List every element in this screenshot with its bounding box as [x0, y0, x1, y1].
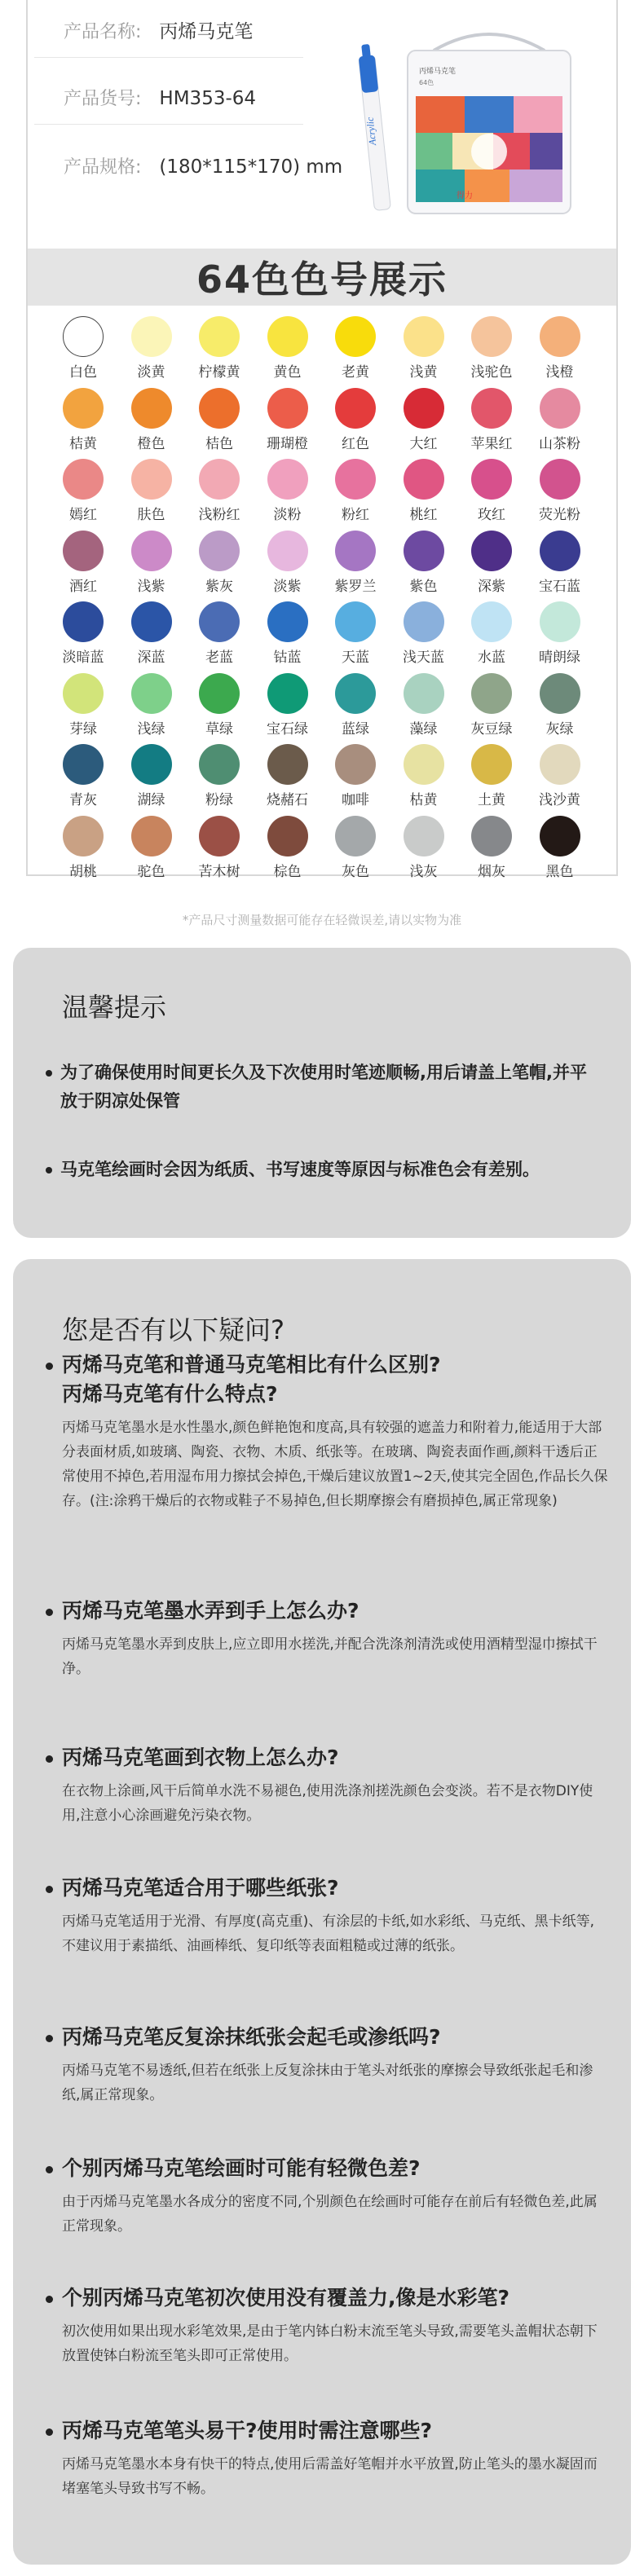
faq-question — [62, 2023, 608, 2052]
color-swatch — [540, 388, 580, 429]
color-swatch — [131, 388, 172, 429]
faq-question — [62, 2154, 608, 2183]
bullet-icon — [46, 1755, 53, 1763]
color-swatch-item — [459, 738, 524, 808]
color-name: 老蓝 — [205, 650, 233, 666]
color-name: 浅粉红 — [198, 507, 240, 523]
faq-question-line: 丙烯马克笔适合用于哪些纸张? — [62, 1876, 339, 1900]
color-swatch — [404, 673, 444, 714]
color-swatch-item — [527, 310, 593, 381]
spec-name-label: 产品名称: — [64, 22, 142, 42]
color-swatch-item — [459, 809, 524, 880]
color-swatch — [471, 744, 512, 785]
color-swatch-item — [391, 524, 457, 595]
color-swatch — [63, 388, 104, 429]
color-swatch — [471, 388, 512, 429]
color-swatch — [335, 601, 376, 642]
tip-item — [60, 1059, 598, 1116]
color-name: 灰绿 — [545, 720, 574, 738]
color-swatch-item — [51, 381, 116, 452]
color-swatch — [404, 459, 444, 500]
color-swatch-item — [391, 381, 457, 452]
color-name: 嫣红 — [69, 507, 97, 523]
color-swatch-item — [527, 595, 593, 666]
color-swatch — [471, 673, 512, 714]
color-name: 藻绿 — [409, 720, 438, 738]
color-swatch-item — [51, 738, 116, 808]
color-swatch-item — [323, 667, 388, 738]
color-swatch-item — [391, 667, 457, 738]
disclaimer-note: *产品尺寸测量数据可能存在轻微误差,请以实物为准 — [182, 913, 462, 927]
color-name: 淡紫 — [273, 578, 302, 595]
faq-answer: 丙烯马克笔不易透纸,但若在纸张上反复涂抹由于笔头对纸张的摩擦会导致纸张起毛和渗纸,属正常现象。 — [62, 2063, 593, 2103]
color-swatch-item — [323, 738, 388, 808]
color-name: 淡粉 — [273, 507, 302, 523]
color-swatch — [199, 531, 240, 571]
color-swatch-item — [187, 452, 252, 523]
color-name: 粉红 — [342, 507, 369, 523]
color-swatch-item — [51, 524, 116, 595]
color-name: 桔色 — [205, 435, 233, 452]
color-swatch — [267, 601, 308, 642]
color-swatch-item — [51, 595, 116, 666]
color-name: 珊瑚橙 — [267, 435, 308, 452]
color-swatch — [404, 531, 444, 571]
color-swatch-item — [255, 524, 320, 595]
color-name: 水蓝 — [478, 650, 505, 666]
color-swatch-item — [391, 452, 457, 523]
color-swatch — [131, 459, 172, 500]
color-swatch-item — [187, 809, 252, 880]
faq-question-line: 丙烯马克笔反复涂抹纸张会起毛或渗纸吗? — [62, 2025, 441, 2049]
color-swatch-item — [255, 809, 320, 880]
color-swatch — [63, 601, 104, 642]
color-name: 紫罗兰 — [334, 578, 377, 595]
bullet-icon — [46, 1363, 53, 1370]
color-swatch-item — [527, 452, 593, 523]
faq-item — [62, 1350, 608, 1513]
bullet-icon — [46, 2035, 53, 2042]
color-name: 芽绿 — [69, 720, 97, 738]
color-swatch-item — [323, 310, 388, 381]
color-swatch-item — [119, 667, 184, 738]
color-swatch-item — [459, 667, 524, 738]
color-swatch-item — [323, 452, 388, 523]
spec-size-value: (180*115*170) mm — [159, 156, 343, 178]
color-swatch-item — [391, 310, 457, 381]
color-swatch — [471, 816, 512, 856]
spec-sku-value: HM353-64 — [159, 88, 257, 109]
color-swatch — [540, 531, 580, 571]
bullet-icon — [46, 2428, 53, 2436]
color-swatch — [131, 601, 172, 642]
color-swatch — [267, 816, 308, 856]
color-name: 苹果红 — [470, 435, 513, 452]
faq-item — [62, 2023, 608, 2107]
color-swatch-item — [187, 310, 252, 381]
color-name: 浅沙黄 — [539, 792, 580, 808]
color-swatch — [540, 601, 580, 642]
color-swatch — [267, 744, 308, 785]
divider — [34, 57, 303, 58]
color-name: 湖绿 — [137, 792, 165, 808]
bullet-icon — [46, 1070, 52, 1077]
color-name: 粉绿 — [205, 792, 233, 808]
color-swatch-item — [459, 595, 524, 666]
faq-item — [62, 2416, 608, 2501]
color-swatch-item — [255, 381, 320, 452]
tips-title: 温馨提示 — [62, 992, 167, 1023]
color-swatch-item — [119, 809, 184, 880]
faq-panel — [13, 1259, 631, 2565]
faq-title: 您是否有以下疑问? — [62, 1314, 285, 1345]
color-name: 黑色 — [545, 863, 574, 880]
color-name: 棕色 — [273, 863, 302, 880]
color-swatch — [540, 816, 580, 856]
tips-panel — [13, 948, 631, 1238]
faq-question — [62, 2416, 608, 2446]
tip-text: 为了确保使用时间更长久及下次使用时笔迹顺畅,用后请盖上笔帽,并平放于阴凉处保管 — [60, 1063, 587, 1111]
color-swatch-item — [51, 310, 116, 381]
color-name: 桔黄 — [69, 435, 97, 452]
faq-item — [62, 2283, 608, 2368]
color-name: 宝石蓝 — [539, 578, 580, 595]
color-name: 浅绿 — [137, 720, 165, 738]
color-name: 山茶粉 — [539, 435, 580, 452]
color-swatch — [131, 673, 172, 714]
color-name: 钴蓝 — [273, 650, 302, 666]
color-name: 浅驼色 — [470, 364, 513, 381]
color-name: 浅天蓝 — [403, 650, 444, 666]
faq-question — [62, 1350, 608, 1409]
color-name: 酒红 — [69, 578, 97, 595]
faq-question — [62, 1743, 608, 1772]
divider — [34, 124, 303, 125]
color-swatch-item — [459, 381, 524, 452]
color-name: 肤色 — [137, 507, 165, 523]
color-swatch-item — [527, 667, 593, 738]
color-swatch — [404, 388, 444, 429]
color-name: 烧赭石 — [267, 792, 308, 808]
faq-question-line: 丙烯马克笔画到衣物上怎么办? — [62, 1746, 339, 1769]
color-swatch — [404, 744, 444, 785]
color-name: 宝石绿 — [267, 720, 308, 738]
color-swatch — [63, 816, 104, 856]
color-swatch — [404, 601, 444, 642]
faq-question-line: 丙烯马克笔笔头易干?使用时需注意哪些? — [62, 2419, 433, 2442]
color-name: 蓝绿 — [342, 720, 369, 738]
spec-name — [64, 16, 253, 43]
color-swatch — [131, 744, 172, 785]
color-swatch — [540, 459, 580, 500]
color-swatch-item — [459, 452, 524, 523]
color-swatch-item — [527, 809, 593, 880]
color-name: 咖啡 — [342, 792, 369, 808]
color-swatch — [267, 388, 308, 429]
color-swatch — [471, 531, 512, 571]
color-swatch-item — [323, 809, 388, 880]
color-swatch — [267, 673, 308, 714]
color-swatch-item — [119, 738, 184, 808]
color-swatch-item — [51, 452, 116, 523]
color-name: 紫灰 — [205, 578, 233, 595]
color-name: 淡暗蓝 — [62, 650, 104, 666]
color-swatch — [199, 673, 240, 714]
faq-answer: 丙烯马克笔适用于光滑、有厚度(高克重)、有涂层的卡纸,如水彩纸、马克纸、黑卡纸等,不建议用于素描纸、油画棒纸、复印纸等表面粗糙或过薄的纸张。 — [62, 1913, 595, 1954]
color-swatch — [335, 673, 376, 714]
color-name: 枯黄 — [409, 792, 438, 808]
faq-answer: 在衣物上涂画,风干后简单水洗不易褪色,使用洗涤剂搓洗颜色会变淡。若不是衣物DIY使用,注意小心涂画避免污染衣物。 — [62, 1783, 593, 1824]
color-swatch-item — [255, 667, 320, 738]
bullet-icon — [46, 1886, 53, 1893]
color-name: 驼色 — [137, 863, 165, 880]
color-name: 灰豆绿 — [470, 720, 513, 738]
marker-pen — [359, 43, 390, 210]
spec-sku — [64, 85, 256, 110]
faq-answer: 丙烯马克笔墨水是水性墨水,颜色鲜艳饱和度高,具有较强的遮盖力和附着力,能适用于大部分表面材质,如玻璃、陶瓷、衣物、木质、纸张等。在玻璃、陶瓷表面作画,颜料干透后正常使用不掉色,若用湿布用力擦拭会掉色,干燥后建议放置1~2天,使其完全固色,作品长久保存。(注:涂鸦干燥后的衣物或鞋子不易掉色,但长期摩擦会有磨损掉色,属正常现象) — [62, 1420, 608, 1509]
color-name: 胡桃 — [69, 863, 97, 880]
bullet-icon — [46, 1167, 52, 1174]
color-swatch — [199, 316, 240, 357]
color-swatch-item — [255, 595, 320, 666]
tip-item — [60, 1156, 598, 1184]
bullet-icon — [46, 1609, 53, 1616]
color-name: 桃红 — [409, 507, 438, 523]
color-name: 荧光粉 — [539, 507, 580, 523]
color-swatch — [131, 531, 172, 571]
svg-text:Acrylic: Acrylic — [364, 117, 379, 146]
box-handle — [434, 34, 545, 51]
color-swatch — [63, 316, 104, 357]
color-swatch-item — [119, 524, 184, 595]
color-swatch-item — [187, 595, 252, 666]
color-swatch — [471, 601, 512, 642]
color-swatch — [63, 531, 104, 571]
color-swatch — [471, 459, 512, 500]
color-swatch — [335, 316, 376, 357]
tip-text: 马克笔绘画时会因为纸质、书写速度等原因与标准色会有差别。 — [60, 1160, 540, 1179]
color-swatch-item — [323, 381, 388, 452]
box-subtitle: 64色 — [419, 79, 434, 86]
color-swatch-item — [391, 738, 457, 808]
color-swatch — [404, 316, 444, 357]
color-swatch-item — [51, 809, 116, 880]
color-swatch — [335, 744, 376, 785]
color-name: 黄色 — [273, 364, 302, 381]
color-swatch-item — [323, 524, 388, 595]
color-swatch — [335, 459, 376, 500]
color-swatch — [540, 673, 580, 714]
color-name: 浅橙 — [545, 364, 574, 381]
color-name: 柠檬黄 — [198, 364, 240, 381]
color-swatch-item — [527, 524, 593, 595]
spec-name-value: 丙烯马克笔 — [159, 21, 254, 42]
faq-answer: 丙烯马克笔墨水本身有快干的特点,使用后需盖好笔帽并水平放置,防止笔头的墨水凝固而堵塞笔头导致书写不畅。 — [62, 2456, 598, 2497]
spec-sku-label: 产品货号: — [64, 89, 142, 109]
color-swatch-item — [391, 809, 457, 880]
faq-question — [62, 1874, 608, 1903]
box-artwork — [416, 96, 562, 202]
color-name: 深蓝 — [137, 650, 165, 666]
color-swatch — [540, 316, 580, 357]
color-swatch — [131, 316, 172, 357]
color-swatch-item — [187, 738, 252, 808]
color-name: 烟灰 — [478, 863, 505, 880]
color-name: 浅紫 — [137, 578, 165, 595]
faq-item — [62, 1874, 608, 1958]
faq-question — [62, 1596, 608, 1626]
faq-answer: 由于丙烯马克笔墨水各成分的密度不同,个别颜色在绘画时可能存在前后有轻微色差,此属正常现象。 — [62, 2194, 598, 2235]
faq-answer: 丙烯马克笔墨水弄到皮肤上,应立即用水搓洗,并配合洗涤剂清洗或使用酒精型湿巾擦拭干净。 — [62, 1636, 598, 1677]
color-swatch — [335, 531, 376, 571]
color-name: 土黄 — [478, 792, 505, 808]
color-swatch — [63, 744, 104, 785]
color-name: 晴朗绿 — [539, 650, 580, 666]
bullet-icon — [46, 2296, 53, 2303]
color-swatch-item — [119, 595, 184, 666]
faq-item — [62, 2154, 608, 2239]
faq-question-line: 丙烯马克笔墨水弄到手上怎么办? — [62, 1599, 359, 1623]
box-brand: 得力 — [457, 192, 473, 200]
color-swatch — [199, 459, 240, 500]
color-name: 青灰 — [69, 792, 97, 808]
faq-question-line: 丙烯马克笔有什么特点? — [62, 1382, 278, 1406]
color-swatch-item — [255, 310, 320, 381]
color-name: 白色 — [69, 364, 97, 381]
section-title: 64色色号展示 — [196, 258, 448, 302]
color-name: 橙色 — [137, 435, 165, 452]
color-swatch — [63, 459, 104, 500]
color-swatch-item — [119, 452, 184, 523]
color-name: 玫红 — [478, 507, 505, 523]
color-swatch-item — [187, 524, 252, 595]
color-swatch-item — [459, 524, 524, 595]
color-name: 深紫 — [478, 578, 505, 595]
bullet-icon — [46, 2166, 53, 2173]
color-swatch-item — [255, 738, 320, 808]
color-swatch — [335, 816, 376, 856]
color-name: 红色 — [342, 435, 369, 452]
color-swatch — [267, 459, 308, 500]
color-swatch — [267, 316, 308, 357]
color-swatch — [199, 816, 240, 856]
color-swatch-item — [51, 667, 116, 738]
faq-item — [62, 1596, 608, 1681]
color-swatch-item — [527, 738, 593, 808]
color-name: 浅灰 — [409, 863, 438, 880]
color-swatch — [471, 316, 512, 357]
color-swatch-item — [187, 667, 252, 738]
color-swatch — [131, 816, 172, 856]
faq-question — [62, 2283, 608, 2313]
faq-question-line: 个别丙烯马克笔初次使用没有覆盖力,像是水彩笔? — [62, 2286, 510, 2310]
color-swatch-item — [187, 381, 252, 452]
color-name: 浅黄 — [409, 364, 438, 381]
color-swatch-item — [255, 452, 320, 523]
faq-question-line: 丙烯马克笔和普通马克笔相比有什么区别? — [62, 1353, 441, 1376]
product-image — [359, 23, 620, 222]
color-swatch-item — [527, 381, 593, 452]
color-swatch-item — [459, 310, 524, 381]
color-name: 灰色 — [342, 863, 369, 880]
color-swatch — [404, 816, 444, 856]
color-swatch — [199, 744, 240, 785]
color-swatch — [267, 531, 308, 571]
color-swatch-item — [119, 310, 184, 381]
color-name: 淡黄 — [137, 364, 165, 381]
faq-item — [62, 1743, 608, 1828]
color-name: 紫色 — [409, 578, 438, 595]
color-swatch — [199, 388, 240, 429]
color-swatch — [335, 388, 376, 429]
spec-size — [64, 153, 342, 178]
color-swatch-item — [119, 381, 184, 452]
color-name: 天蓝 — [342, 650, 369, 666]
color-swatch-item — [323, 595, 388, 666]
color-swatch — [540, 744, 580, 785]
section-title-band — [28, 249, 616, 306]
color-name: 老黄 — [342, 364, 369, 381]
spec-size-label: 产品规格: — [64, 157, 142, 178]
color-name: 草绿 — [205, 720, 233, 738]
faq-answer: 初次使用如果出现水彩笔效果,是由于笔内钵白粉末流至笔头导致,需要笔头盖帽状态朝下放置使钵白粉流至笔头即可正常使用。 — [62, 2323, 598, 2364]
color-name: 大红 — [409, 435, 438, 452]
faq-question-line: 个别丙烯马克笔绘画时可能有轻微色差? — [62, 2156, 421, 2180]
color-name: 苦木树 — [198, 863, 240, 880]
color-swatch — [63, 673, 104, 714]
color-swatch-item — [391, 595, 457, 666]
color-swatch — [199, 601, 240, 642]
box-title: 丙烯马克笔 — [419, 68, 457, 76]
